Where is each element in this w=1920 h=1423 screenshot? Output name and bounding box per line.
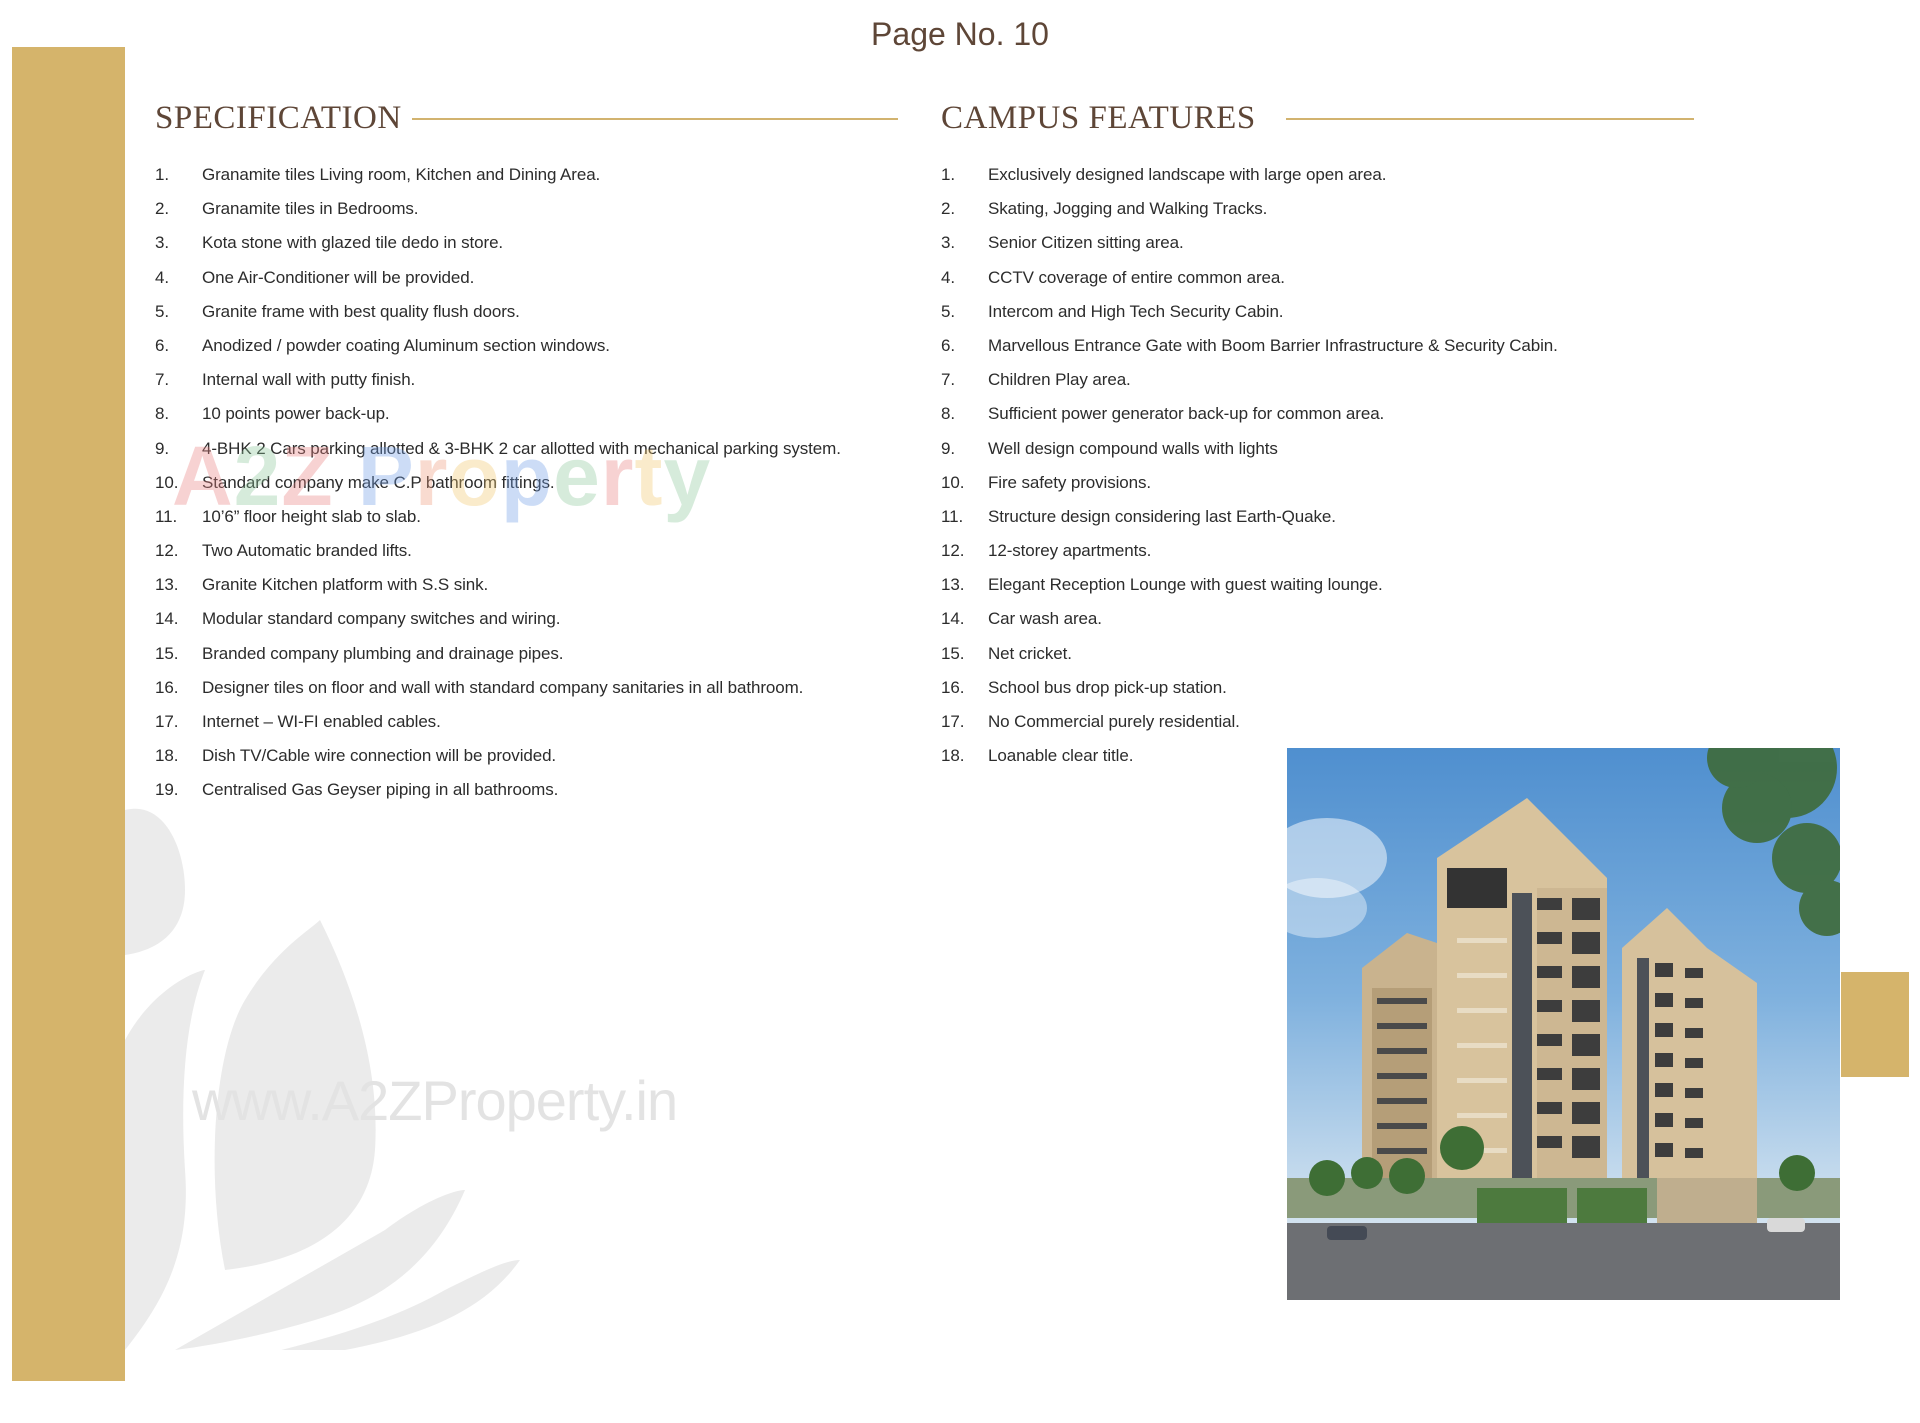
item-number: 10.	[941, 472, 965, 492]
item-text: Intercom and High Tech Security Cabin.	[988, 301, 1284, 321]
brand-letter: r	[414, 429, 449, 523]
item-text: Granamite tiles Living room, Kitchen and Dining Area.	[202, 165, 601, 184]
item-number: 11.	[155, 506, 178, 526]
item-number: 10.	[155, 472, 179, 492]
item-text: Net cricket.	[988, 643, 1072, 663]
item-number: 17.	[941, 712, 965, 731]
item-number: 19.	[155, 780, 179, 800]
item-number: 3.	[155, 233, 169, 253]
item-text: Sufficient power generator back-up for common area.	[988, 404, 1385, 424]
campus-features-rule	[1286, 118, 1694, 120]
brand-watermark	[172, 428, 711, 525]
item-text: Granite frame with best quality flush doors.	[202, 301, 520, 321]
item-text: Skating, Jogging and Walking Tracks.	[988, 199, 1268, 219]
brand-letter: o	[448, 429, 501, 523]
item-number: 7.	[941, 370, 955, 390]
item-text: 4-BHK 2 Cars parking allotted & 3-BHK 2 car allotted with mechanical parking system.	[202, 438, 841, 458]
item-number: 6.	[155, 335, 169, 355]
item-number: 11.	[941, 506, 964, 526]
item-number: 2.	[155, 199, 169, 219]
campus-features-title: CAMPUS FEATURES	[941, 100, 1256, 136]
item-text: Dish TV/Cable wire connection will be provided.	[202, 746, 557, 766]
item-text: Exclusively designed landscape with large open area.	[988, 165, 1387, 184]
item-number: 12.	[155, 541, 179, 561]
brand-letter: Z	[281, 429, 334, 523]
item-text: Fire safety provisions.	[988, 472, 1152, 492]
item-number: 8.	[155, 404, 169, 424]
item-number: 1.	[941, 165, 955, 184]
item-number: 13.	[155, 575, 179, 595]
item-number: 4.	[155, 267, 169, 287]
item-text: Senior Citizen sitting area.	[988, 233, 1184, 253]
item-number: 9.	[941, 438, 955, 458]
item-number: 16.	[941, 677, 965, 697]
watermark-url: www.A2ZProperty.in	[192, 1069, 678, 1132]
item-number: 12.	[941, 541, 965, 561]
item-text: Granite Kitchen platform with S.S sink.	[202, 575, 489, 595]
item-number: 4.	[941, 267, 955, 287]
item-number: 15.	[941, 643, 965, 663]
item-number: 1.	[155, 165, 169, 184]
item-number: 16.	[155, 677, 179, 697]
brand-letter: y	[663, 429, 712, 523]
building-rendering-image	[1287, 748, 1840, 1300]
specification-rule	[412, 118, 898, 120]
item-text: Internet – WI-FI enabled cables.	[202, 712, 441, 731]
item-text: No Commercial purely residential.	[988, 712, 1240, 731]
item-number: 18.	[155, 746, 179, 766]
item-number: 3.	[941, 233, 955, 253]
item-text: Marvellous Entrance Gate with Boom Barrier Infrastructure & Security Cabin.	[988, 335, 1558, 355]
item-number: 5.	[155, 301, 169, 321]
item-text: Standard company make C.P bathroom fittings.	[202, 472, 555, 492]
item-number: 6.	[941, 335, 955, 355]
item-number: 17.	[155, 712, 179, 731]
campus-features-header	[941, 100, 1694, 137]
item-text: Well design compound walls with lights	[988, 438, 1278, 458]
item-number: 14.	[941, 609, 965, 629]
gold-side-bar	[12, 47, 125, 1381]
brand-letter: t	[634, 429, 664, 523]
item-text: CCTV coverage of entire common area.	[988, 267, 1285, 287]
building-illustration-icon	[1287, 748, 1840, 1300]
brand-letter: r	[600, 429, 635, 523]
item-text: Internal wall with putty finish.	[202, 370, 416, 390]
item-text: Centralised Gas Geyser piping in all bathrooms.	[202, 780, 559, 800]
page-number: Page No. 10	[871, 16, 1049, 52]
brand-letter: A	[172, 429, 234, 523]
item-number: 9.	[155, 438, 169, 458]
item-number: 14.	[155, 609, 179, 629]
item-text: Children Play area.	[988, 370, 1131, 390]
specification-header	[155, 100, 898, 137]
specification-title: SPECIFICATION	[155, 100, 402, 136]
item-number: 18.	[941, 746, 965, 766]
item-text: Designer tiles on floor and wall with standard company sanitaries in all bathroom.	[202, 677, 804, 697]
item-number: 5.	[941, 301, 955, 321]
brand-letter: p	[500, 429, 554, 523]
item-number: 13.	[941, 575, 965, 595]
item-text: 10’6” floor height slab to slab.	[202, 506, 421, 526]
item-text: Elegant Reception Lounge with guest waiting lounge.	[988, 575, 1383, 595]
item-text: Structure design considering last Earth-Quake.	[988, 506, 1336, 526]
item-text: Modular standard company switches and wiring.	[202, 609, 561, 629]
item-number: 15.	[155, 643, 179, 663]
item-text: Branded company plumbing and drainage pipes.	[202, 643, 564, 663]
item-text: Granamite tiles in Bedrooms.	[202, 199, 419, 219]
item-text: One Air-Conditioner will be provided.	[202, 267, 475, 287]
item-number: 7.	[155, 370, 169, 390]
item-text: Anodized / powder coating Aluminum section windows.	[202, 335, 610, 355]
brand-letter: e	[553, 429, 601, 523]
item-text: Loanable clear title.	[988, 746, 1134, 766]
item-text: 10 points power back-up.	[202, 404, 390, 424]
item-text: 12-storey apartments.	[988, 541, 1152, 561]
item-text: School bus drop pick-up station.	[988, 677, 1227, 697]
item-number: 2.	[941, 199, 955, 219]
item-text: Car wash area.	[988, 609, 1102, 629]
gold-accent-block	[1841, 972, 1909, 1077]
item-text: Kota stone with glazed tile dedo in store.	[202, 233, 504, 253]
item-number: 8.	[941, 404, 955, 424]
brand-letter: 2	[233, 429, 282, 523]
brand-letter: P	[357, 429, 415, 523]
item-text: Two Automatic branded lifts.	[202, 541, 412, 561]
